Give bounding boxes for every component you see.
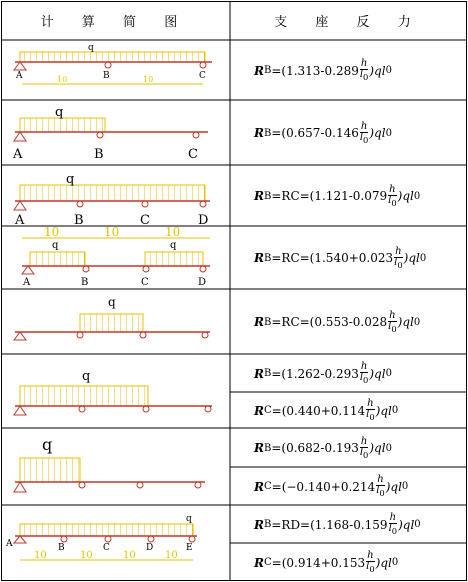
formula-row: R C =(−0.140+0.214 $\frac{h}{l_0}$ )ql 0 — [254, 474, 409, 498]
pin-support-icon — [14, 62, 26, 70]
partial-load — [20, 458, 80, 482]
pin-support-icon — [22, 266, 34, 274]
support-label-a: A — [13, 147, 23, 162]
partial-load — [20, 118, 105, 132]
formula-row: R B =R C=(0.553-0.028 $\frac{h}{l_0}$ )ql 0 — [254, 309, 421, 334]
support-label-d: D — [198, 213, 209, 228]
uniform-load — [20, 185, 205, 201]
span-label: 10 — [123, 550, 136, 561]
span-label: 10 — [80, 550, 93, 561]
roller-support-icon — [97, 132, 103, 138]
diagram-3 — [14, 172, 210, 228]
formula-row: R B =(1.262-0.293 $\frac{h}{l_0}$ )ql 0 — [254, 361, 392, 385]
roller-support-icon — [205, 406, 211, 412]
formula-row: R C =(0.914+0.153 $\frac{h}{l_0}$ )ql 0 — [254, 550, 399, 574]
load-label: q — [55, 105, 64, 120]
span-label: 10 — [44, 225, 60, 239]
support-label-b: B — [74, 213, 84, 228]
span-label: 10 — [165, 550, 178, 561]
support-label-a: A — [16, 71, 23, 81]
load-label: q — [52, 240, 59, 251]
roller-support-icon — [195, 482, 201, 488]
span-label: 10 — [104, 225, 120, 239]
pin-support-icon — [14, 482, 26, 492]
pin-support-icon — [14, 406, 26, 415]
roller-support-icon — [202, 332, 208, 338]
roller-support-icon — [140, 332, 146, 338]
partial-load — [30, 252, 85, 266]
load-label: q — [82, 369, 91, 384]
partial-load — [80, 314, 143, 332]
formula-row: R B =R D=(1.168-0.159 $\frac{h}{l_0}$ )ql 0 — [254, 512, 421, 536]
support-label-a: A — [23, 277, 31, 288]
diagram-5 — [14, 295, 210, 340]
span-label: 10 — [34, 550, 47, 561]
header-diagram: 计 算 简 图 — [40, 14, 190, 30]
span-label: 10 — [143, 75, 154, 84]
formula-row: R B =(1.313-0.289 $\frac{h}{l_0}$ )ql 0 — [254, 58, 392, 82]
diagram-6 — [14, 369, 212, 415]
support-label-c: C — [199, 71, 206, 81]
formula-row: R B =(0.657-0.146 $\frac{h}{l_0}$ )ql 0 — [254, 120, 392, 145]
support-label-c: C — [140, 213, 150, 228]
pin-support-icon — [14, 132, 26, 141]
diagram-2 — [12, 105, 208, 162]
formula-row: R B =R C=(1.121-0.079 $\frac{h}{l_0}$ )ql 0 — [254, 183, 421, 208]
beam-diagrams — [0, 0, 230, 582]
uniform-load — [20, 524, 193, 536]
roller-support-icon — [105, 62, 111, 68]
pin-support-icon — [14, 536, 26, 543]
roller-support-icon — [193, 132, 199, 138]
support-label-d: D — [198, 277, 207, 288]
roller-support-icon — [105, 536, 111, 542]
partial-load — [20, 386, 148, 406]
roller-support-icon — [189, 536, 195, 542]
support-label-a: A — [15, 213, 25, 228]
uniform-load — [20, 52, 205, 62]
roller-support-icon — [83, 266, 89, 272]
span-label: 10 — [165, 225, 181, 239]
pin-support-icon — [14, 201, 26, 210]
roller-support-icon — [79, 406, 85, 412]
roller-support-icon — [143, 266, 149, 272]
load-label: q — [42, 435, 53, 454]
span-label: 10 — [57, 75, 68, 84]
roller-support-icon — [148, 536, 154, 542]
support-label-b: B — [103, 71, 110, 81]
load-label: q — [88, 43, 94, 53]
roller-support-icon — [77, 201, 83, 207]
diagram-4 — [22, 225, 210, 288]
load-label: q — [186, 514, 192, 524]
diagram-1 — [14, 43, 212, 84]
support-label-d: D — [146, 543, 154, 553]
formula-row: R C =(0.440+0.114 $\frac{h}{l_0}$ )ql 0 — [254, 398, 399, 422]
support-label-e: E — [186, 543, 193, 553]
header-reaction: 支 座 反 力 — [274, 14, 423, 30]
support-label-c: C — [188, 147, 198, 162]
support-label-c: C — [103, 543, 110, 553]
support-label-a: A — [6, 539, 13, 549]
support-label-b: B — [58, 543, 65, 553]
formula-row: R B =R C=(1.540+0.023 $\frac{h}{l_0}$ )ql 0 — [254, 245, 427, 270]
support-label-c: C — [141, 277, 149, 288]
roller-support-icon — [143, 406, 149, 412]
roller-support-icon — [200, 62, 206, 68]
roller-support-icon — [77, 332, 83, 338]
roller-support-icon — [200, 201, 206, 207]
pin-support-icon — [14, 332, 26, 340]
roller-support-icon — [61, 536, 67, 542]
support-label-b: B — [94, 147, 104, 162]
partial-load — [145, 252, 203, 266]
load-label: q — [66, 172, 75, 187]
diagram-8 — [5, 514, 197, 561]
support-label-b: B — [81, 277, 89, 288]
roller-support-icon — [79, 482, 85, 488]
load-label: q — [170, 240, 177, 251]
formula-row: R B =(0.682-0.193 $\frac{h}{l_0}$ )ql 0 — [254, 435, 392, 460]
load-label: q — [108, 295, 116, 309]
roller-support-icon — [142, 201, 148, 207]
roller-support-icon — [137, 482, 143, 488]
diagram-7 — [14, 435, 205, 492]
roller-support-icon — [200, 266, 206, 272]
